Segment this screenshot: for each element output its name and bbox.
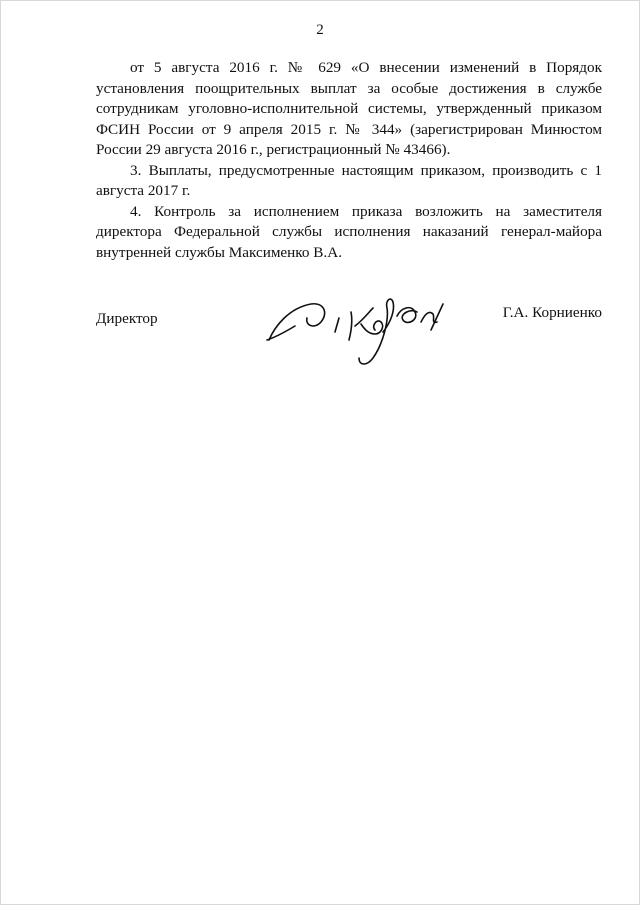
paragraph-item-3: 3. Выплаты, предусмотренные настоящим приказом, производить с 1 августа 2017 г.	[96, 161, 602, 199]
handwritten-signature	[261, 282, 461, 372]
paragraph-continuation: от 5 августа 2016 г. № 629 «О внесении изменений в Порядок установления поощрительных выплат за особые достижения в службе сотрудникам уголовно-исполнительной системы, утвержденный приказом ФСИН России от 9 апреля 2015 г. № 344» (зарегистрирован Минюстом России 29 августа 2016 г., регистрационный № 43466).	[96, 59, 602, 158]
page-number: 2	[316, 22, 324, 38]
paragraph-item-4: 4. Контроль за исполнением приказа возложить на заместителя директора Федеральной службы исполнения наказаний генерал-майора внутренней службы Максименко В.А.	[96, 202, 602, 261]
document-body	[96, 58, 602, 263]
signer-title: Директор	[96, 310, 158, 327]
signature-block	[96, 300, 602, 380]
signer-name: Г.А. Корниенко	[502, 304, 602, 321]
